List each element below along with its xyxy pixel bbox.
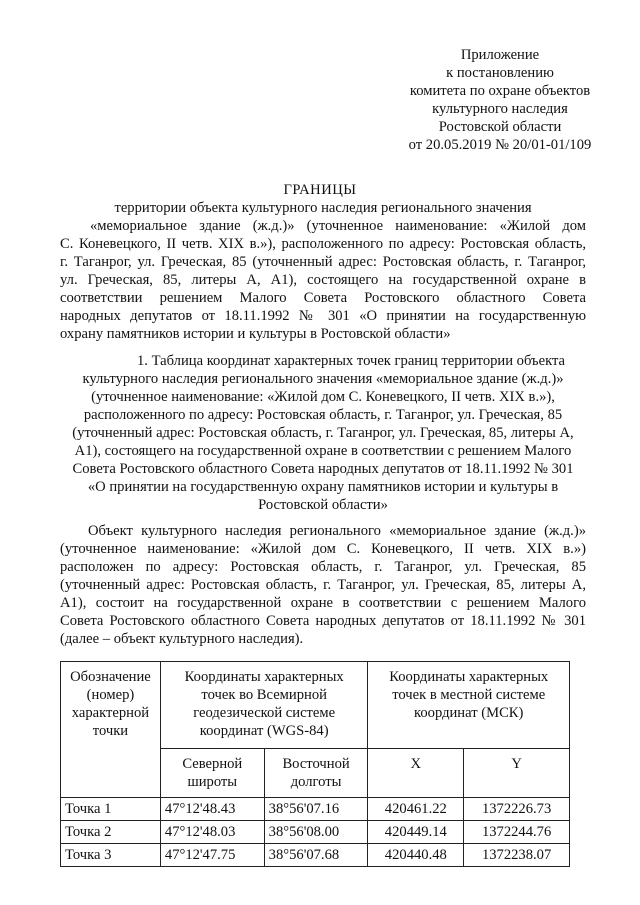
header-text: Обозначение — [70, 669, 151, 685]
table-header-row — [61, 662, 570, 749]
paragraph-line: (уточненное наименование: «Жилой дом С. Коневецкого, II четв. XIX в.») — [60, 541, 586, 557]
cell-point: Точка 2 — [61, 821, 161, 844]
table-row — [61, 844, 570, 867]
intro-line: «мемориальное здание (ж.д.)» (уточненное наименование: «Жилой дом — [90, 218, 586, 234]
appendix-line: культурного наследия — [432, 101, 568, 117]
header-text: Координаты характерных — [184, 669, 344, 685]
section1-heading — [60, 352, 586, 514]
intro-line: территории объекта культурного наследия регионального значения — [114, 200, 532, 216]
section1-line: Совета Ростовского областного Совета народных депутатов от 18.11.1992 № 301 — [72, 461, 574, 477]
intro-paragraph — [60, 199, 586, 343]
header-text: долготы — [290, 774, 342, 790]
cell-lon: 38°56'07.16 — [264, 798, 368, 821]
intro-line: соответствии решением Малого Совета Ростовского областного Совета — [60, 290, 586, 306]
header-text: точек в местной системе — [392, 687, 546, 703]
section1-line: культурного наследия регионального значения «мемориальное здание (ж.д.)» — [82, 371, 564, 387]
paragraph-line: Совета Ростовского областного Совета народных депутатов от 18.11.1992 № 301 — [60, 613, 586, 629]
header-text: точки — [92, 723, 129, 739]
paragraph-line: расположен по адресу: Ростовская область, г. Таганрог, ул. Греческая, 85 — [60, 559, 586, 575]
paragraph-line: (далее – объект культурного наследия). — [60, 631, 304, 647]
cell-x: 420440.48 — [368, 844, 464, 867]
cell-lon: 38°56'07.68 — [264, 844, 368, 867]
intro-line: С. Коневецкого, II четв. XIX в.»), расположенного по адресу: Ростовская область, — [60, 236, 586, 252]
table-row — [61, 798, 570, 821]
header-text: геодезической системе — [193, 705, 336, 721]
header-text: Восточной — [282, 756, 350, 772]
header-text: точек во Всемирной — [201, 687, 327, 703]
header-text: Координаты характерных — [389, 669, 549, 685]
appendix-line: от 20.05.2019 № 20/01-01/109 — [408, 137, 592, 153]
header-text: Северной — [182, 756, 243, 772]
header-x: X — [368, 749, 464, 798]
cell-point: Точка 1 — [61, 798, 161, 821]
section1-line: А1), состоящего на государственной охране в соответствии с решением Малого — [74, 443, 572, 459]
intro-line: народных депутатов от 18.11.1992 № 301 «О принятии на государственную — [60, 308, 586, 324]
header-point-designation — [61, 662, 161, 798]
paragraph-line: А1), состоит на государственной охране в соответствии с решением Малого — [60, 595, 586, 611]
header-msk — [368, 662, 570, 749]
header-text: характерной — [71, 705, 150, 721]
cell-lat: 47°12'48.03 — [160, 821, 264, 844]
intro-line: ул. Греческая, 85, литеры А, А1), состоящего на государственной охране в — [60, 272, 586, 288]
cell-x: 420461.22 — [368, 798, 464, 821]
appendix-header — [380, 46, 620, 154]
cell-y: 1372238.07 — [464, 844, 570, 867]
paragraph-line: Объект культурного наследия регионального «мемориальное здание (ж.д.)» — [88, 523, 586, 539]
section1-line: 1. Таблица координат характерных точек границ территории объекта — [136, 353, 565, 369]
body-paragraph — [60, 522, 586, 648]
header-text: широты — [187, 774, 238, 790]
paragraph-line: (уточненный адрес: Ростовская область, г. Таганрог, ул. Греческая, 85, литеры А, — [60, 577, 586, 593]
header-longitude — [264, 749, 368, 798]
table-row — [61, 821, 570, 844]
appendix-line: комитета по охране объектов — [409, 83, 591, 99]
section1-line: (уточненный адрес: Ростовская область, г. Таганрог, ул. Греческая, 85, литеры А, — [72, 425, 574, 441]
appendix-line: Ростовской области — [438, 119, 562, 135]
section1-line: (уточненное наименование: «Жилой дом С. Коневецкого, II четв. XIX в.»), — [91, 389, 555, 405]
section1-line: расположенного по адресу: Ростовская область, г. Таганрог, ул. Греческая, 85 — [83, 407, 563, 423]
appendix-line: Приложение — [460, 47, 540, 63]
cell-point: Точка 3 — [61, 844, 161, 867]
header-y: Y — [464, 749, 570, 798]
header-text: (номер) — [86, 687, 135, 703]
cell-y: 1372244.76 — [464, 821, 570, 844]
header-wgs84 — [160, 662, 368, 749]
cell-x: 420449.14 — [368, 821, 464, 844]
cell-lon: 38°56'08.00 — [264, 821, 368, 844]
section1-line: Ростовской области» — [258, 497, 388, 513]
intro-line: г. Таганрог, ул. Греческая, 85 (уточненный адрес: Ростовская область, г. Таганрог, — [60, 254, 586, 270]
cell-lat: 47°12'48.43 — [160, 798, 264, 821]
section1-line: «О принятии на государственную охрану памятников истории и культуры в — [87, 479, 559, 495]
cell-lat: 47°12'47.75 — [160, 844, 264, 867]
header-text: координат (WGS-84) — [199, 723, 329, 739]
coordinates-table — [60, 661, 570, 867]
header-text: координат (МСК) — [414, 705, 524, 721]
cell-y: 1372226.73 — [464, 798, 570, 821]
appendix-line: к постановлению — [446, 65, 554, 81]
header-latitude — [160, 749, 264, 798]
document-title: ГРАНИЦЫ — [283, 182, 357, 198]
intro-line: охрану памятников истории и культуры в Ростовской области» — [60, 326, 451, 342]
